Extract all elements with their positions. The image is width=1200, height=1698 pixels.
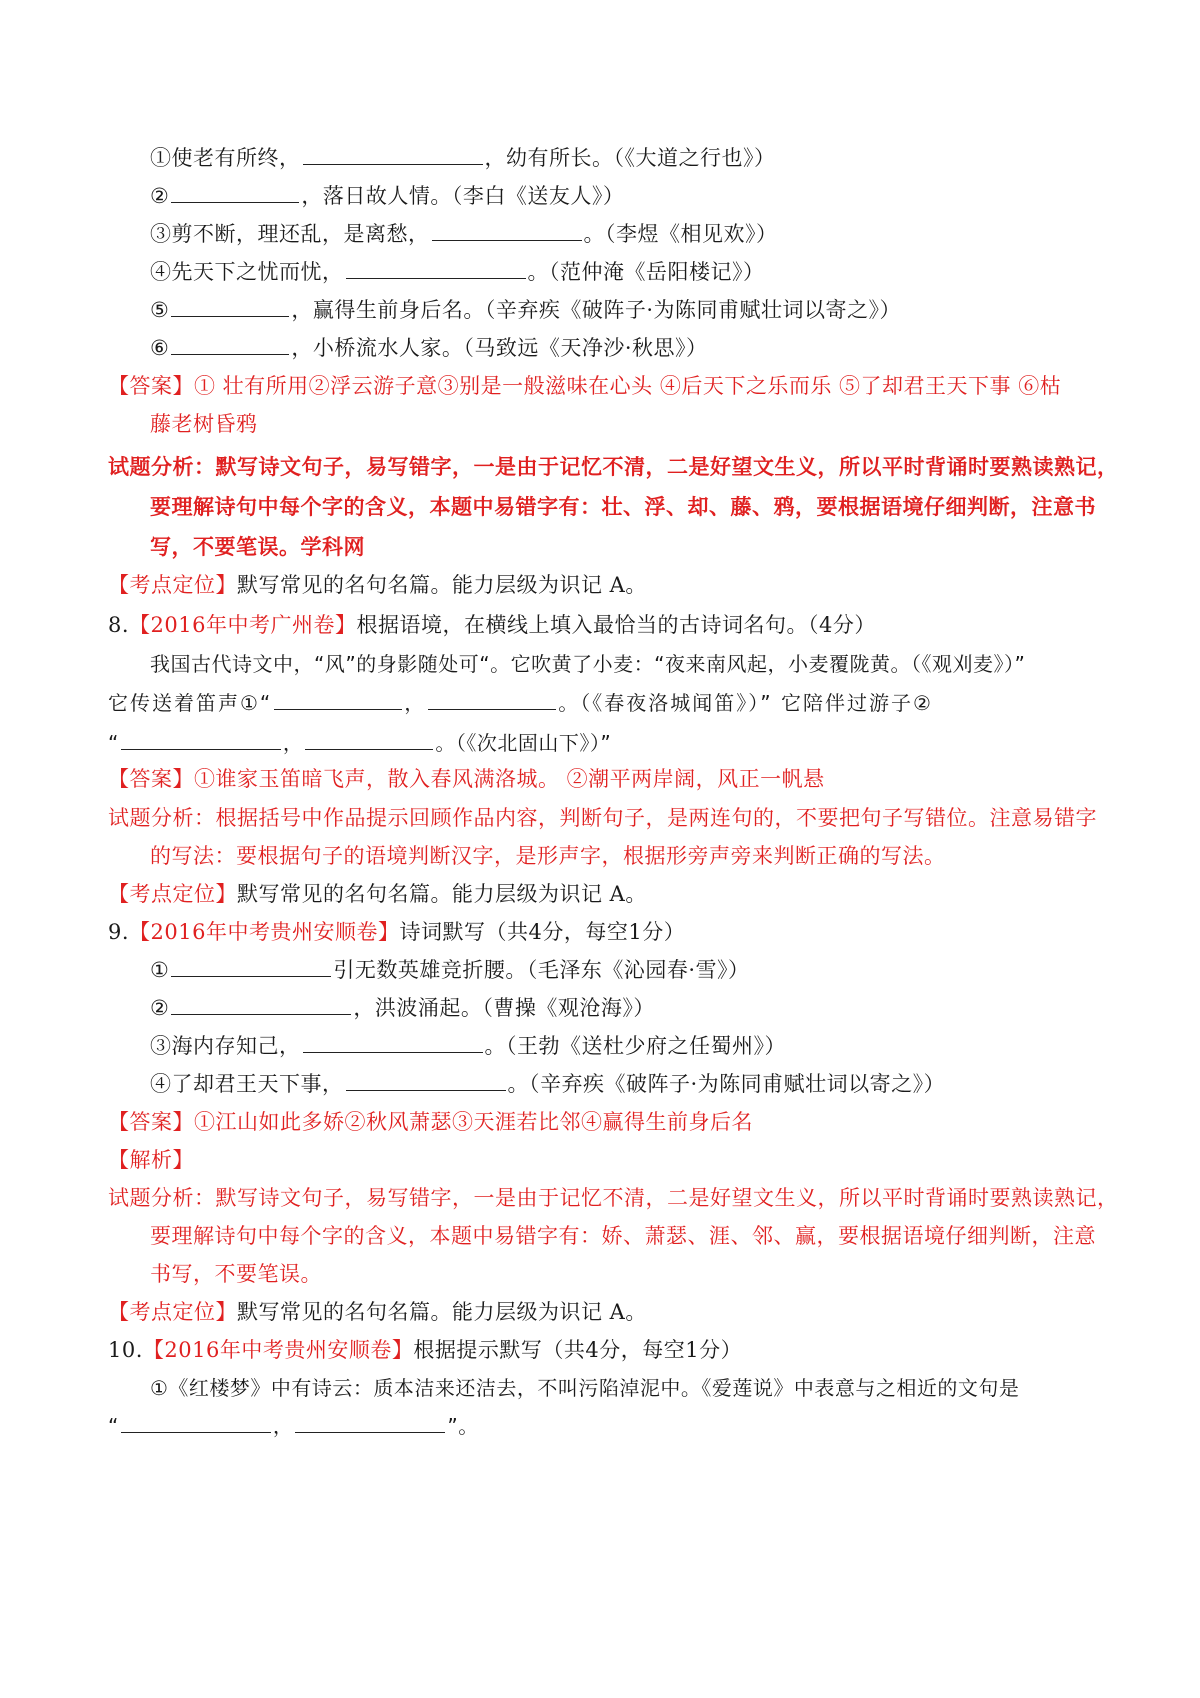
q9-analysis-cont: 书写，不要笔误。 [150, 1262, 322, 1286]
para-text: 。（《春夜洛城闻笛》）” 它陪伴过游子② [558, 691, 933, 715]
q9-item-2 [150, 993, 1150, 1023]
item-text: 。（辛弃疾《破阵子·为陈同甫赋壮词以寄之》） [507, 1072, 946, 1096]
q8-paragraph: 我国古代诗文中，“风”的身影随处可“。它吹黄了小麦：“夜来南风起，小麦覆陇黄。（《观刈麦》）” [150, 652, 1026, 676]
q8-paragraph-cont [108, 728, 1108, 758]
para-text: ， [404, 691, 427, 715]
item-text: ，幼有所长。（《大道之行也》） [484, 146, 776, 170]
kaodian-tag: 【考点定位】 [108, 882, 237, 906]
kaodian-text: 默写常见的名句名篇。能力层级为识记 A。 [237, 882, 647, 906]
kaodian-tag: 【考点定位】 [108, 573, 237, 597]
question-prompt: 诗词默写（共4分，每空1分） [399, 920, 686, 944]
question-source: 【2016年中考贵州安顺卷】 [129, 920, 400, 944]
blank-line [305, 729, 433, 750]
item-text: ④先天下之忧而忧， [150, 260, 344, 284]
q9-jiexi: 【解析】 [108, 1148, 194, 1172]
q7-answer: 【答案】① 壮有所用②浮云游子意③别是一般滋味在心头 ④后天下之乐而乐 ⑤了却君王天下事 ⑥枯 [108, 374, 1062, 398]
q7-item-2 [150, 181, 1150, 211]
blank-line [274, 689, 402, 710]
item-text: ③剪不断，理还乱，是离愁， [150, 222, 430, 246]
question-source: 【2016年中考贵州安顺卷】 [142, 1338, 414, 1362]
item-text: ② [150, 184, 170, 208]
q10-header [108, 1335, 1108, 1365]
item-text: 。（范仲淹《岳阳楼记》） [527, 260, 765, 284]
blank-line [432, 220, 582, 241]
q7-item-5 [150, 295, 1150, 325]
q9-answer: 【答案】①江山如此多娇②秋风萧瑟③天涯若比邻④赢得生前身后名 [108, 1110, 753, 1134]
para-text: “ [108, 1414, 119, 1438]
q9-item-3 [150, 1031, 1150, 1061]
q7-item-6 [150, 333, 1150, 363]
q10-paragraph-cont [108, 1411, 1108, 1441]
q7-analysis-cont: 写，不要笔误。学科网 [150, 534, 365, 559]
para-text: 它传送着笛声①“ [108, 691, 273, 715]
q9-item-4 [150, 1069, 1150, 1099]
item-text: ⑥ [150, 336, 170, 360]
blank-line [171, 994, 351, 1015]
item-text: ④了却君王天下事， [150, 1072, 344, 1096]
q8-header [108, 610, 1108, 640]
blank-line [171, 334, 289, 355]
para-text: “ [108, 731, 119, 755]
blank-line [303, 1032, 483, 1053]
kaodian-text: 默写常见的名句名篇。能力层级为识记 A。 [237, 1300, 647, 1324]
q10-paragraph: ①《红楼梦》中有诗云：质本洁来还洁去，不叫污陷淖泥中。《爱莲说》中表意与之相近的文句是 [150, 1376, 1020, 1400]
q8-kaodian [108, 879, 1108, 909]
para-text: ， [282, 731, 304, 755]
item-text: ③海内存知己， [150, 1034, 301, 1058]
blank-line [121, 1412, 271, 1433]
blank-line [171, 182, 299, 203]
item-text: 。（李煜《相见欢》） [583, 222, 778, 246]
blank-line [303, 144, 483, 165]
question-number: 8. [108, 613, 130, 637]
q7-item-4 [150, 257, 1150, 287]
q8-analysis-cont: 的写法：要根据句子的语境判断汉字，是形声字，根据形旁声旁来判断正确的写法。 [150, 844, 946, 868]
para-text: 。（《次北固山下》）” [435, 731, 612, 755]
kaodian-text: 默写常见的名句名篇。能力层级为识记 A。 [237, 573, 647, 597]
item-text: ② [150, 996, 170, 1020]
question-prompt: 根据提示默写（共4分，每空1分） [413, 1338, 743, 1362]
q7-analysis-cont: 要理解诗句中每个字的含义，本题中易错字有：壮、浮、却、藤、鸦，要根据语境仔细判断，注意书 [150, 494, 1096, 519]
para-text: ”。 [447, 1414, 479, 1438]
q8-paragraph-cont [108, 688, 1108, 718]
blank-line [346, 1070, 506, 1091]
q7-answer-cont: 藤老树昏鸦 [150, 412, 258, 436]
q9-item-1 [150, 955, 1150, 985]
q7-item-1 [150, 143, 1150, 173]
item-text: ，落日故人情。（李白《送友人》） [301, 184, 625, 208]
q8-answer: 【答案】①谁家玉笛暗飞声，散入春风满洛城。 ②潮平两岸阔，风正一帆悬 [108, 767, 825, 791]
question-prompt: 根据语境，在横线上填入最恰当的古诗词名句。（4分） [356, 613, 876, 637]
blank-line [171, 296, 289, 317]
item-text: ①使老有所终， [150, 146, 301, 170]
item-text: ，小桥流水人家。（马致远《天净沙·秋思》） [291, 336, 708, 360]
q8-analysis: 试题分析：根据括号中作品提示回顾作品内容，判断句子，是两连句的，不要把句子写错位。注意易错字 [108, 806, 1097, 830]
blank-line [171, 956, 331, 977]
item-text: ，赢得生前身后名。（辛弃疾《破阵子·为陈同甫赋壮词以寄之》） [291, 298, 902, 322]
item-text: 。（王勃《送杜少府之任蜀州》） [484, 1034, 786, 1058]
question-source: 【2016年中考广州卷】 [129, 613, 357, 637]
item-text: ① [150, 958, 170, 982]
item-text: 引无数英雄竞折腰。（毛泽东《沁园春·雪》） [333, 958, 750, 982]
q7-analysis: 试题分析：默写诗文句子，易写错字，一是由于记忆不清，二是好望文生义，所以平时背诵时要熟读熟记， [108, 454, 1119, 479]
q9-header [108, 917, 1108, 947]
q9-kaodian [108, 1297, 1108, 1327]
para-text: ， [272, 1414, 294, 1438]
q7-kaodian [108, 570, 1108, 600]
q9-analysis: 试题分析：默写诗文句子，易写错字，一是由于记忆不清，二是好望文生义，所以平时背诵时要熟读熟记， [108, 1186, 1119, 1210]
question-number: 10. [108, 1338, 143, 1362]
q7-item-3 [150, 219, 1150, 249]
item-text: ⑤ [150, 298, 170, 322]
item-text: ，洪波涌起。（曹操《观沧海》） [353, 996, 655, 1020]
question-number: 9. [108, 920, 130, 944]
q9-analysis-cont: 要理解诗句中每个字的含义，本题中易错字有：娇、萧瑟、涯、邻、赢，要根据语境仔细判断，注意 [150, 1224, 1096, 1248]
blank-line [346, 258, 526, 279]
blank-line [428, 689, 556, 710]
blank-line [295, 1412, 445, 1433]
blank-line [121, 729, 281, 750]
kaodian-tag: 【考点定位】 [108, 1300, 237, 1324]
